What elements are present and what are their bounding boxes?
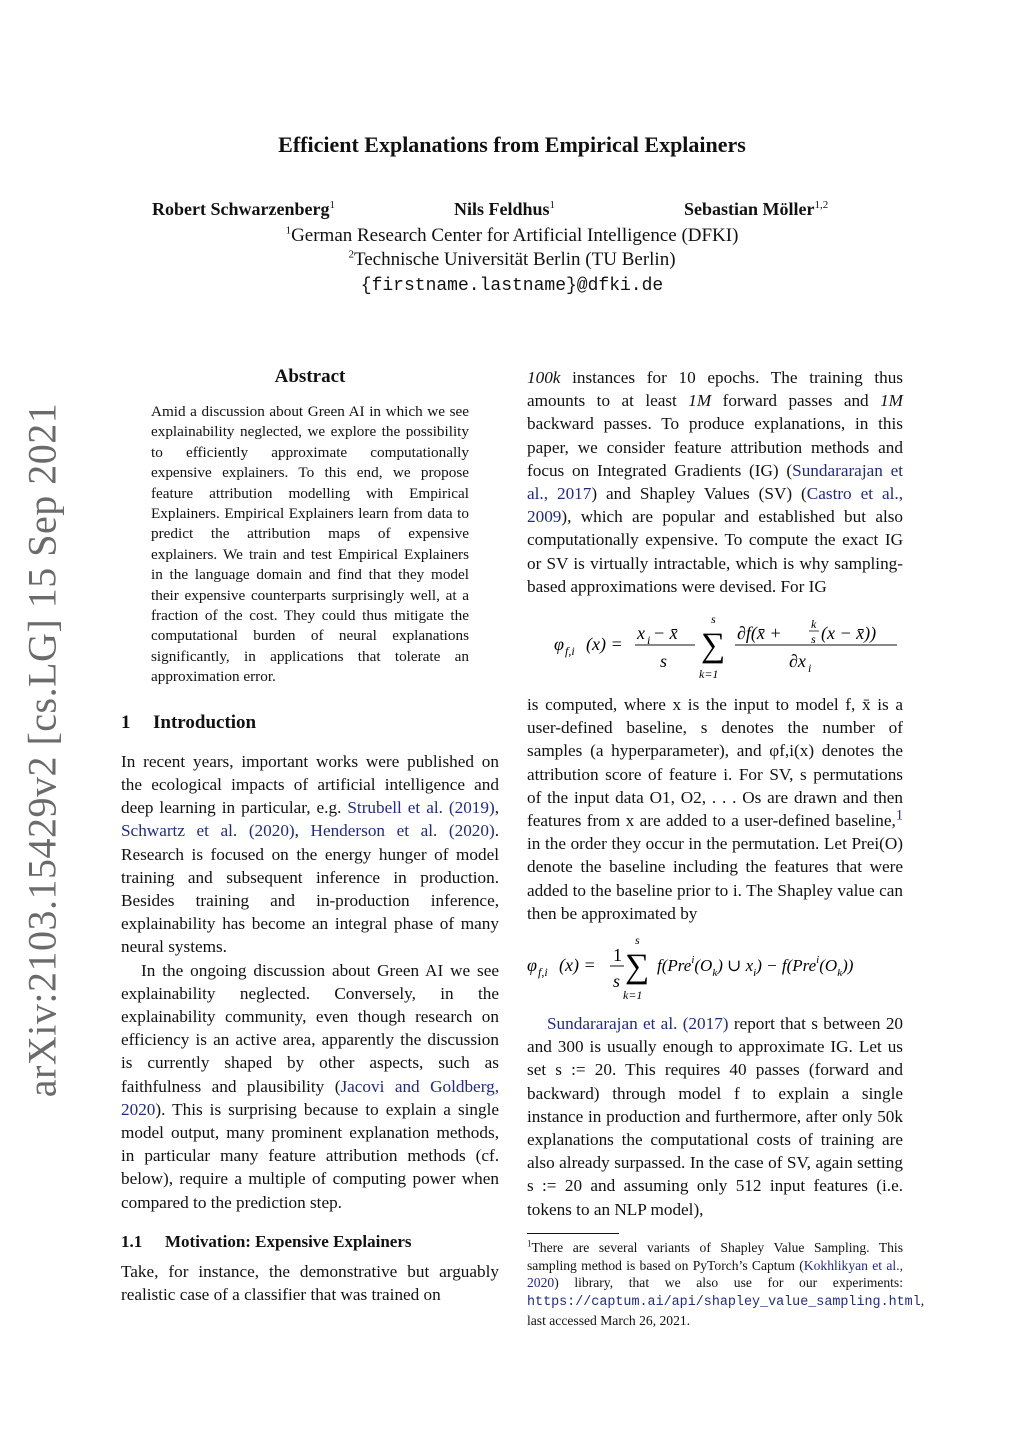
citation-link-sundararajan[interactable]: Sundararajan et al., 2017 xyxy=(527,460,903,504)
intro-paragraph-1: In recent years, important works were published on the ecological impacts of artificial intelligence and deep learning in particular, e.g. Strubell et al. (2019), Schwartz et al. (2020), Henderson et al. (2020). Research is focused on the energy hunger of model training and subsequent inference in production. Besides training and in-production inference, explainability has become an integral phase of many neural systems. xyxy=(121,751,500,957)
affiliation-mark: 2 xyxy=(348,248,354,261)
text-run: is computed, where x is the input to model f, x̄ is a user-defined baseline, s denotes the number of samples (a hyperparameter), and φf,i(x) denotes the attribution score of feature i. For SV, s permutations of the input data O1, O2, . . . Os are drawn and then features from x are added to a user-defined baseline, xyxy=(527,695,903,831)
author-affiliation-mark: 1 xyxy=(329,199,335,211)
eq-num-x: x xyxy=(637,623,645,644)
affiliation-text: German Research Center for Artificial Intelligence (DFKI) xyxy=(291,225,739,246)
eq-dnum-b: (x − x̄)) xyxy=(821,623,877,644)
intro-paragraph-2 xyxy=(121,959,499,1214)
author-name: Sebastian Möller xyxy=(684,199,815,219)
eq-frac-n: 1 xyxy=(613,945,622,966)
right-column xyxy=(527,366,925,1330)
author-affiliation-mark: 1 xyxy=(549,199,556,211)
affiliation-text: Technische Universität Berlin (TU Berlin) xyxy=(353,249,676,270)
footnote-number: 1 xyxy=(527,1238,532,1249)
citation-link-strubell[interactable]: Strubell et al. (2019) xyxy=(347,798,495,818)
author-2 xyxy=(454,199,555,220)
arxiv-sidebar xyxy=(12,402,72,1098)
citation-link-henderson[interactable]: Henderson et al. (2020) xyxy=(310,821,495,841)
abstract-text: Amid a discussion about Green AI in which we see explainability neglected, we explore the possibility to efficiently approximate computationally expensive explainers. To this end, we propose feature attribution modelling with Empirical Explainers. Empirical Explainers learn from data to predict the attribution maps of expensive explainers. We train and test Empirical Explainers in the language domain and find that they model their expensive counterparts surprisingly well, at a fraction of the cost. They could thus mitigate the computational burden of neural explanations significantly, in applications that tolerate an approximation error. xyxy=(151,403,469,686)
section-heading-introduction xyxy=(121,712,499,734)
citation-link-castro[interactable]: Castro et al., 2009 xyxy=(527,484,903,527)
text-run: in the order they occur in the permutation. Let Prei(O) denote the baseline including the features that were added to the baseline prior to i. The Shapley value can then be approximated by xyxy=(527,834,903,923)
text-run: ). This is surprising because to explain a single model output, many prominent explanation methods, in particular many feature attribution methods (cf. below), require a multiple of computing power when compared to the prediction step. xyxy=(121,1099,499,1212)
eq-body: $f(Pre^i(O_k)$ ∪ $x_i) - f(Pre^i(O_k))$ xyxy=(657,954,854,980)
text-run: , last accessed March 26, 2021. xyxy=(527,1293,925,1329)
section-number: 1 xyxy=(121,711,131,733)
text-run: backward passes. To produce explanations, in this paper, we consider feature attribution methods and focus on Integrated Gradients (IG) ( xyxy=(527,414,903,480)
eq-subscript: f,i xyxy=(565,644,575,659)
footnote-rule xyxy=(527,1233,619,1234)
eq-lhs-arg: (x) = xyxy=(586,634,623,655)
eq-sum-bottom: k=1 xyxy=(699,667,719,682)
text-run: instances for 10 epochs. The training thus amounts to at least xyxy=(527,368,903,411)
motivation-paragraph: Take, for instance, the demonstrative but arguably realistic case of a classifier that was trained on xyxy=(121,1261,499,1304)
math-inline: 1M xyxy=(688,391,712,411)
eq-num-rest: − x̄ xyxy=(653,623,678,644)
text-run: ) and Shapley Values (SV) ( xyxy=(591,484,807,504)
author-name: Nils Feldhus xyxy=(454,199,550,219)
left-column xyxy=(121,366,499,1306)
eq-num-sub: i xyxy=(647,633,651,648)
eq-den: s xyxy=(660,651,668,672)
equation-shapley-value xyxy=(527,930,903,1003)
text-run: In the ongoing discussion about Green AI we see explainability neglected. Conversely, in the explainability community, even though research on efficiency is an active area, apparently the discussion is currently shaped by other aspects, such as faithfulness and plausibility ( xyxy=(121,960,499,1096)
citation-link-schwartz[interactable]: Schwartz et al. (2020) xyxy=(121,821,295,841)
equation-integrated-gradients xyxy=(527,603,903,685)
eq-dnum-a: ∂f(x̄ + xyxy=(737,623,782,644)
text-run: forward passes and xyxy=(711,391,881,411)
email-line xyxy=(0,274,1024,296)
footnote-1 xyxy=(527,1238,925,1330)
eq-sum-bottom: k=1 xyxy=(623,988,643,1003)
right-paragraph-1 xyxy=(527,366,903,598)
author-1 xyxy=(152,199,335,220)
author-name: Robert Schwarzenberg xyxy=(152,199,330,219)
section-title: Introduction xyxy=(153,711,257,733)
eq-sum-sigma: ∑ xyxy=(701,627,726,665)
author-email[interactable]: {firstname.lastname}@dfki.de xyxy=(360,276,664,296)
text-run: report that s between 20 and 300 is usually enough to approximate IG. Let us set s := 20. This requires 40 passes (forward and backward) through model f to explain a single instance in production and furthermore, after only 50k explanations the computational costs of training are also already surpassed. In the case of SV, again setting s := 20 and assuming only 512 input features (i.e. tokens to an NLP model), xyxy=(527,1014,904,1219)
right-paragraph-3 xyxy=(527,1012,903,1221)
eq-dden-sub: i xyxy=(808,661,812,676)
abstract-title: Abstract xyxy=(274,366,346,387)
math-inline: 1M xyxy=(880,391,903,411)
text-run: There are several variants of Shapley Value Sampling. This sampling method is based on PyTorch’s Captum ( xyxy=(527,1239,903,1273)
eq-dden: ∂x xyxy=(789,651,806,672)
affiliation-1 xyxy=(0,225,1024,247)
author-3 xyxy=(684,199,828,220)
affiliation-mark: 1 xyxy=(285,224,292,237)
math-inline: 100k xyxy=(527,368,561,387)
arxiv-identifier: arXiv:2103.15429v2 [cs.LG] 15 Sep 2021 xyxy=(19,402,65,1098)
eq-sum-top: s xyxy=(635,933,640,948)
text-run: ) library, that we also use for our experiments: xyxy=(554,1275,903,1291)
subsection-title: Motivation: Expensive Explainers xyxy=(165,1231,412,1251)
eq-symbol-phi: φ xyxy=(527,955,537,976)
eq-frac-d: s xyxy=(613,971,621,992)
subsection-number: 1.1 xyxy=(121,1231,143,1251)
text-run: . Research is focused on the energy hunger of model training and subsequent inference in production. Besides training and in-production inference, explainability has become an integral phase of many neural systems. xyxy=(121,821,500,957)
eq-sum-sigma: ∑ xyxy=(625,948,650,986)
captum-url-link[interactable]: https://captum.ai/api/shapley_value_sampling.html xyxy=(527,1295,921,1311)
citation-link-kokhlikyan[interactable]: Kokhlikyan et al., 2020 xyxy=(527,1257,903,1291)
citation-link-sundararajan-2[interactable]: Sundararajan et al. (2017) xyxy=(547,1014,729,1034)
footnote-link[interactable]: 1 xyxy=(895,807,903,824)
eq-sum-top: s xyxy=(711,612,716,627)
text-run: ), which are popular and established but also computationally expensive. To compute the exact IG or SV is virtually intractable, which is why sampling-based approximations were devised. For IG xyxy=(527,507,903,596)
text-run: In recent years, important works were published on the ecological impacts of artificial intelligence and deep learning in particular, e.g. xyxy=(121,751,499,818)
author-affiliation-mark: 1,2 xyxy=(814,199,829,211)
affiliation-2 xyxy=(0,249,1024,271)
right-paragraph-2 xyxy=(527,693,903,925)
subsection-heading-motivation xyxy=(121,1232,499,1252)
eq-dnum-frac-d: s xyxy=(811,632,816,647)
eq-subscript: f,i xyxy=(538,965,548,980)
eq-dnum-frac-n: k xyxy=(811,617,817,632)
eq-symbol-phi: φ xyxy=(554,634,564,655)
paper-title: Efficient Explanations from Empirical Explainers xyxy=(278,132,746,157)
citation-link-jacovi[interactable]: Jacovi and Goldberg, 2020 xyxy=(121,1076,499,1119)
eq-lhs-arg: (x) = xyxy=(559,955,596,976)
